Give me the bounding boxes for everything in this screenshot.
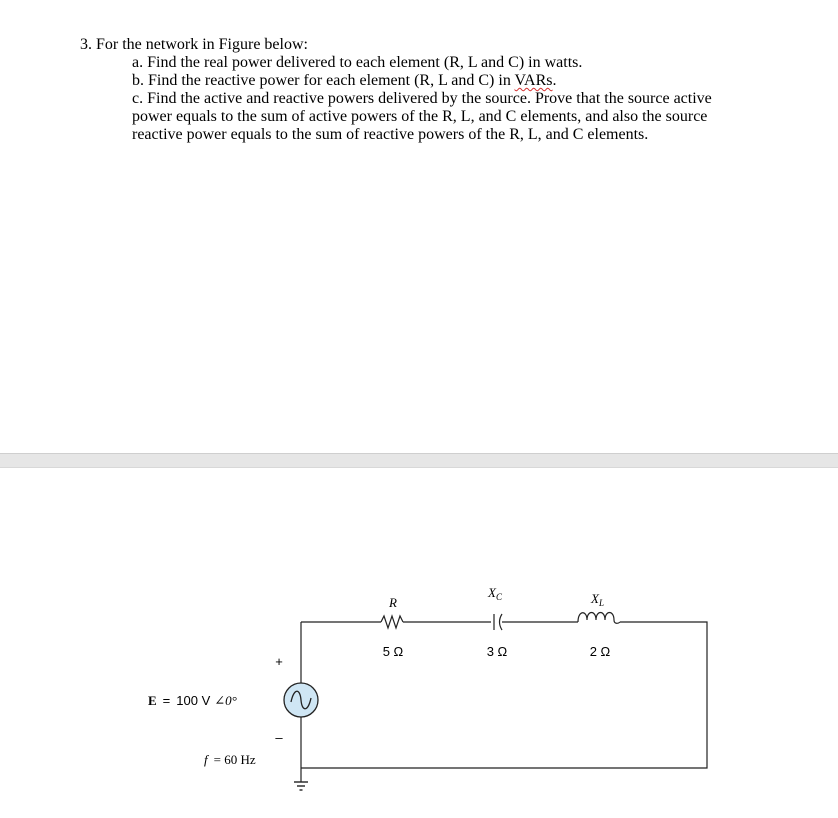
part-b-text: b. Find the reactive power for each element (R, L and C) in <box>132 72 515 89</box>
question-heading: 3. For the network in Figure below: <box>80 36 308 53</box>
inductor-icon <box>578 613 620 624</box>
resistor-symbol: R <box>389 595 397 610</box>
resistor-icon <box>381 616 403 628</box>
part-c-line-1: c. Find the active and reactive powers delivered by the source. Prove that the source active <box>132 90 712 107</box>
ground-icon <box>294 782 308 790</box>
part-c-line-3: reactive power equals to the sum of reactive powers of the R, L, and C elements. <box>132 126 649 143</box>
source-minus-sign: – <box>275 730 283 745</box>
source-plus-sign: + <box>275 654 283 669</box>
inductor-symbol: $X_L$ <box>591 591 604 608</box>
resistor-value: 5 Ω <box>382 644 404 659</box>
source-frequency-label: f = 60 Hz <box>204 752 256 767</box>
part-b-end: . <box>552 72 557 89</box>
part-c-line-2: power equals to the sum of active powers of the R, L, and C elements, and also the source <box>132 108 708 125</box>
inductor-value: 2 Ω <box>589 644 611 659</box>
part-a: a. Find the real power delivered to each element (R, L and C) in watts. <box>132 54 583 71</box>
capacitor-icon <box>494 614 502 630</box>
spellcheck-flagged-word[interactable]: VARs <box>514 72 553 89</box>
source-voltage-label: E = 100 V ∠0° <box>148 693 237 708</box>
capacitor-value: 3 Ω <box>486 644 508 659</box>
capacitor-symbol: $X_C$ <box>488 585 502 602</box>
